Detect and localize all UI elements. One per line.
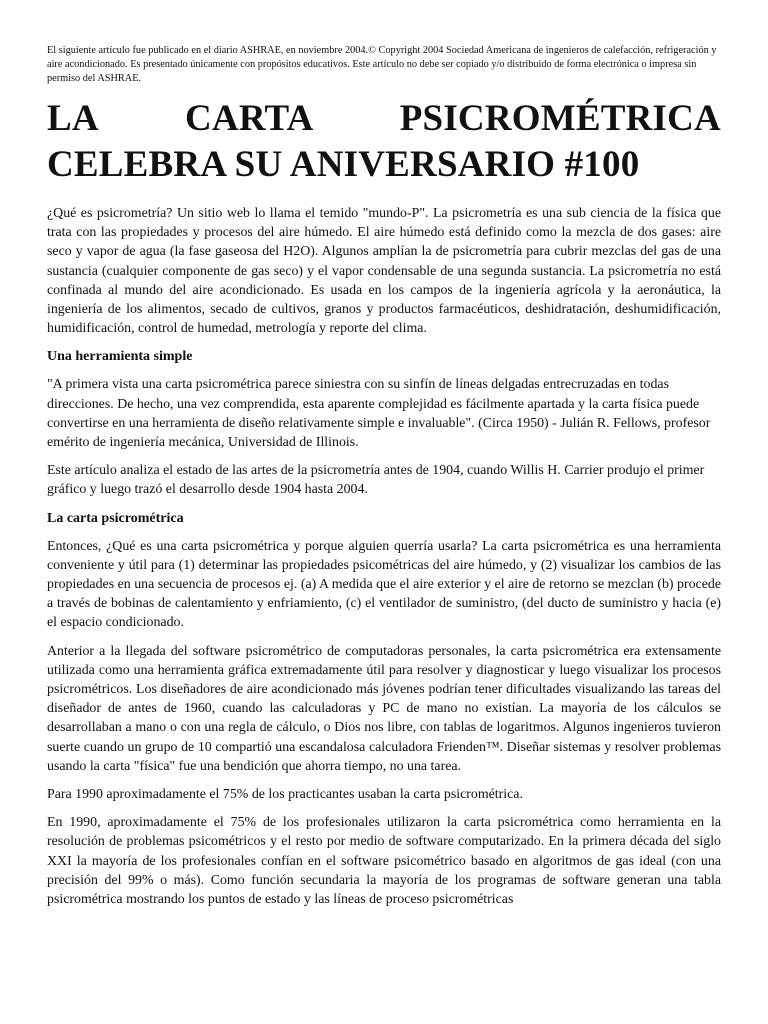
copyright-notice: El siguiente artículo fue publicado en el diario ASHRAE, en noviembre 2004.© Copyright 2004 Sociedad Americana de ingenieros de calefacción, refrigeración y aire acondicionado. Es presentado únicamente con propósitos educativos. Este artículo no debe ser copiado y/o distribuido de forma electrónica o impresa sin permiso del ASHRAE. [47, 45, 717, 84]
intro-paragraph: ¿Qué es psicrometría? Un sitio web lo llama el temido "mundo-P". La psicrometría es una sub ciencia de la física que trata con las propiedades y procesos del aire húmedo. El aire húmedo está definido como la mezcla de dos gases: aire seco y vapor de agua (la fase gaseosa del H2O). Algunos amplían la de psicrometría para cubrir mezclas del gas de una sustancia (cualquier componente de gas seco) y el vapor condensable de una segunda sustancia. La psicrometría no está confinada al mundo del aire acondicionado. Es usada en los campos de la ingeniería agrícola y la aeronáutica, la ingeniería de los alimentos, secado de cultivos, granos y productos farmacéuticos, deshidratación, deshumidificación, humidificación, control de humedad, metrología y reporte del clima. [47, 206, 721, 337]
document-page [47, 44, 721, 918]
title-word: CARTA [185, 98, 314, 139]
title-word: PSICROMÉTRICA [399, 98, 721, 139]
fellows-quote: "A primera vista una carta psicrométrica parece siniestra con su sinfín de líneas delgadas entrecruzadas en todas direcciones. De hecho, una vez comprendida, esta aparente complejidad es fácilmente apartada y la carta física puede convertirse en una herramienta de diseño relativamente simple e invaluable". (Circa 1950) - Julián R. Fellows, profesor emérito de ingeniería mecánica, Universidad de Illinois. [47, 377, 711, 451]
title-word: LA [47, 98, 99, 139]
section-heading-simple-tool: Una herramienta simple [47, 349, 193, 365]
software-era-paragraph: En 1990, aproximadamente el 75% de los profesionales utilizaron la carta psicrométrica como herramienta en la resolución de problemas psicométricos y el resto por medio de software computarizado. En la primera década del siglo XXI la mayoría de los profesionales confían en el software psicométrico basado en algoritmos de gas ideal (con una precisión del 99% o más). Como función secundaria la mayoría de los programas de software generan una tabla psicrométrica mostrando los puntos de estado y las líneas de proceso psicrométricas [47, 815, 721, 908]
pre-software-paragraph: Anterior a la llegada del software psicrométrico de computadoras personales, la carta psicrométrica era extensamente utilizada como una herramienta gráfica extremadamente útil para resolver y diagnosticar y luego visualizar los procesos psicrométricos. Los diseñadores de aire acondicionado más jóvenes podrían tener dificultades visualizando las tareas del diseñador de antes de 1960, cuando las calculadoras y PC de mano no existían. La mayoría de los cálculos se desarrollaban a mano o con una regla de cálculo, o Dios nos libre, con tablas de logaritmos. Algunos ingenieros tuvieron suerte cuando un grupo de 10 compartió una escandalosa calculadora Frienden™. Diseñar sistemas y resolver problemas usando la carta "física" fue una bendición que ahorra tiempo, no una tarea. [47, 643, 721, 774]
chart-definition-paragraph: Entonces, ¿Qué es una carta psicrométrica y porque alguien querría usarla? La carta psicrométrica es una herramienta conveniente y útil para (1) determinar las propiedades psicométricas del aire húmedo, y (2) visualizar los cambios de las propiedades en una secuencia de procesos ej. (a) A medida que el aire exterior y el aire de retorno se mezclan (b) procede a través de bobinas de calentamiento y enfriamiento, (c) el ventilador de suministro, (del ducto de suministro y hacia (e) el espacio condicionado. [47, 538, 721, 631]
title-line-1 [47, 96, 721, 142]
article-scope-paragraph: Este artículo analiza el estado de las artes de la psicrometría antes de 1904, cuando Willis H. Carrier produjo el primer gráfico y luego trazó el desarrollo desde 1904 hasta 2004. [47, 463, 705, 498]
section-heading-psychrometric-chart: La carta psicrométrica [47, 510, 184, 526]
usage-1990-paragraph: Para 1990 aproximadamente el 75% de los practicantes usaban la carta psicrométrica. [47, 787, 523, 803]
title-line-2: CELEBRA SU ANIVERSARIO #100 [47, 144, 640, 185]
article-title [47, 96, 721, 188]
